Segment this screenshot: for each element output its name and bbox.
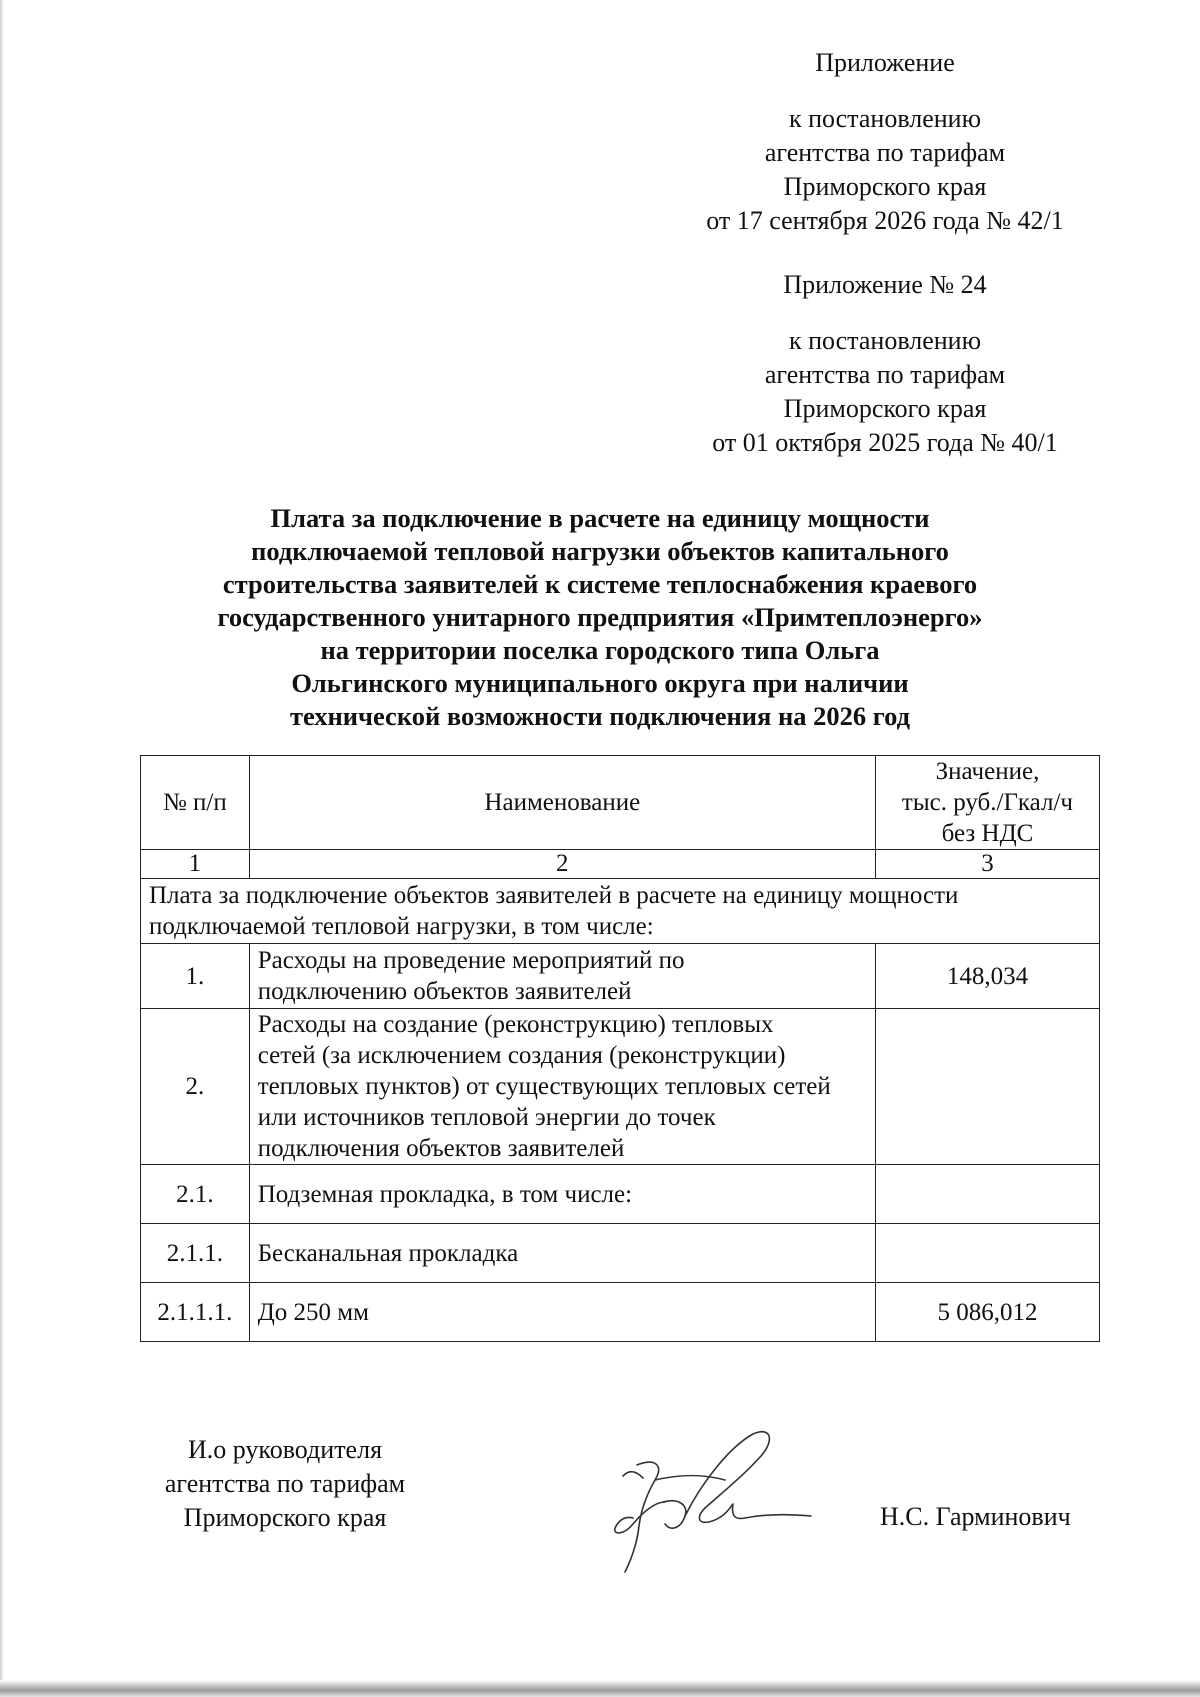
appendix-24-line: от 01 октября 2025 года № 40/1 <box>712 428 1058 457</box>
row-name <box>249 1283 875 1342</box>
row-name <box>249 1224 875 1283</box>
row-value <box>875 1009 1099 1165</box>
column-number: 1 <box>141 850 250 879</box>
appendix-line: от 17 сентября 2026 года № 42/1 <box>706 206 1064 235</box>
table-row <box>141 944 1100 1009</box>
row-name-line: Бесканальная прокладка <box>257 1239 519 1267</box>
row-name-line: Расходы на создание (реконструкцию) тепловых <box>257 1011 774 1038</box>
row-name-line: сетей (за исключением создания (реконструкции) <box>257 1042 786 1069</box>
appendix-24-line: Приморского края <box>783 394 987 423</box>
header-value-line: тыс. руб./Гкал/ч <box>901 789 1073 816</box>
appendix-line: к постановлению <box>788 104 982 133</box>
table-row <box>141 1165 1100 1224</box>
table-header-row <box>141 756 1100 850</box>
title-line: технической возможности подключения на 2026 год <box>289 701 911 731</box>
document-title <box>140 502 1060 733</box>
appendix-header <box>660 46 1110 238</box>
row-name-line: Подземная прокладка, в том числе: <box>257 1180 633 1208</box>
signatory-position <box>140 1433 430 1535</box>
appendix-24-header <box>660 268 1110 460</box>
appendix-line: Приморского края <box>783 172 987 201</box>
section-line: подключаемой тепловой нагрузки, в том числе: <box>149 913 654 940</box>
signatory-name: Н.С. Гарминович <box>880 1502 1071 1531</box>
title-line: Ольгинского муниципального округа при наличии <box>291 668 909 698</box>
header-num: № п/п <box>141 756 250 850</box>
row-num: 2.1. <box>141 1165 250 1224</box>
row-name-line: Расходы на проведение мероприятий по <box>257 947 685 974</box>
appendix-24-title: Приложение № 24 <box>783 270 987 299</box>
tariff-table <box>140 755 1100 1342</box>
appendix-24-line: к постановлению <box>788 326 982 355</box>
row-value: 148,034 <box>875 944 1099 1009</box>
signatory-position-line: И.о руководителя <box>187 1435 383 1464</box>
row-name <box>249 1009 875 1165</box>
section-line: Плата за подключение объектов заявителей в расчете на единицу мощности <box>149 882 959 909</box>
column-number-row <box>141 850 1100 879</box>
title-line: Плата за подключение в расчете на единицу мощности <box>270 503 930 533</box>
row-name-line: подключению объектов заявителей <box>257 978 632 1005</box>
header-value <box>875 756 1099 850</box>
header-value-line: без НДС <box>941 820 1034 847</box>
scan-edge <box>0 0 4 1697</box>
appendix-line: агентства по тарифам <box>764 138 1006 167</box>
column-number: 2 <box>249 850 875 879</box>
row-num: 2.1.1.1. <box>141 1283 250 1342</box>
appendix-24-line: агентства по тарифам <box>764 360 1006 389</box>
scan-edge <box>0 1680 1200 1697</box>
row-value <box>875 1165 1099 1224</box>
header-value-line: Значение, <box>935 758 1040 785</box>
table-row <box>141 1224 1100 1283</box>
column-number: 3 <box>875 850 1099 879</box>
row-name-line: До 250 мм <box>257 1298 369 1326</box>
header-name: Наименование <box>249 756 875 850</box>
signatory-position-line: Приморского края <box>183 1503 387 1532</box>
row-num: 2.1.1. <box>141 1224 250 1283</box>
appendix-title: Приложение <box>815 48 955 77</box>
handwritten-signature <box>585 1420 815 1580</box>
row-name-line: тепловых пунктов) от существующих тепловых сетей <box>257 1073 831 1100</box>
row-value <box>875 1224 1099 1283</box>
row-name <box>249 1165 875 1224</box>
section-cell <box>141 879 1100 944</box>
table-row <box>141 1009 1100 1165</box>
section-row <box>141 879 1100 944</box>
row-name-line: или источников тепловой энергии до точек <box>257 1104 716 1131</box>
row-name <box>249 944 875 1009</box>
signatory-position-line: агентства по тарифам <box>164 1469 406 1498</box>
title-line: государственного унитарного предприятия «Примтеплоэнерго» <box>217 602 983 632</box>
title-line: подключаемой тепловой нагрузки объектов капитального <box>251 536 949 566</box>
row-name-line: подключения объектов заявителей <box>257 1135 625 1162</box>
table-row <box>141 1283 1100 1342</box>
row-value: 5 086,012 <box>875 1283 1099 1342</box>
row-num: 2. <box>141 1009 250 1165</box>
row-num: 1. <box>141 944 250 1009</box>
title-line: строительства заявителей к системе теплоснабжения краевого <box>222 569 978 599</box>
title-line: на территории поселка городского типа Ольга <box>320 635 880 665</box>
